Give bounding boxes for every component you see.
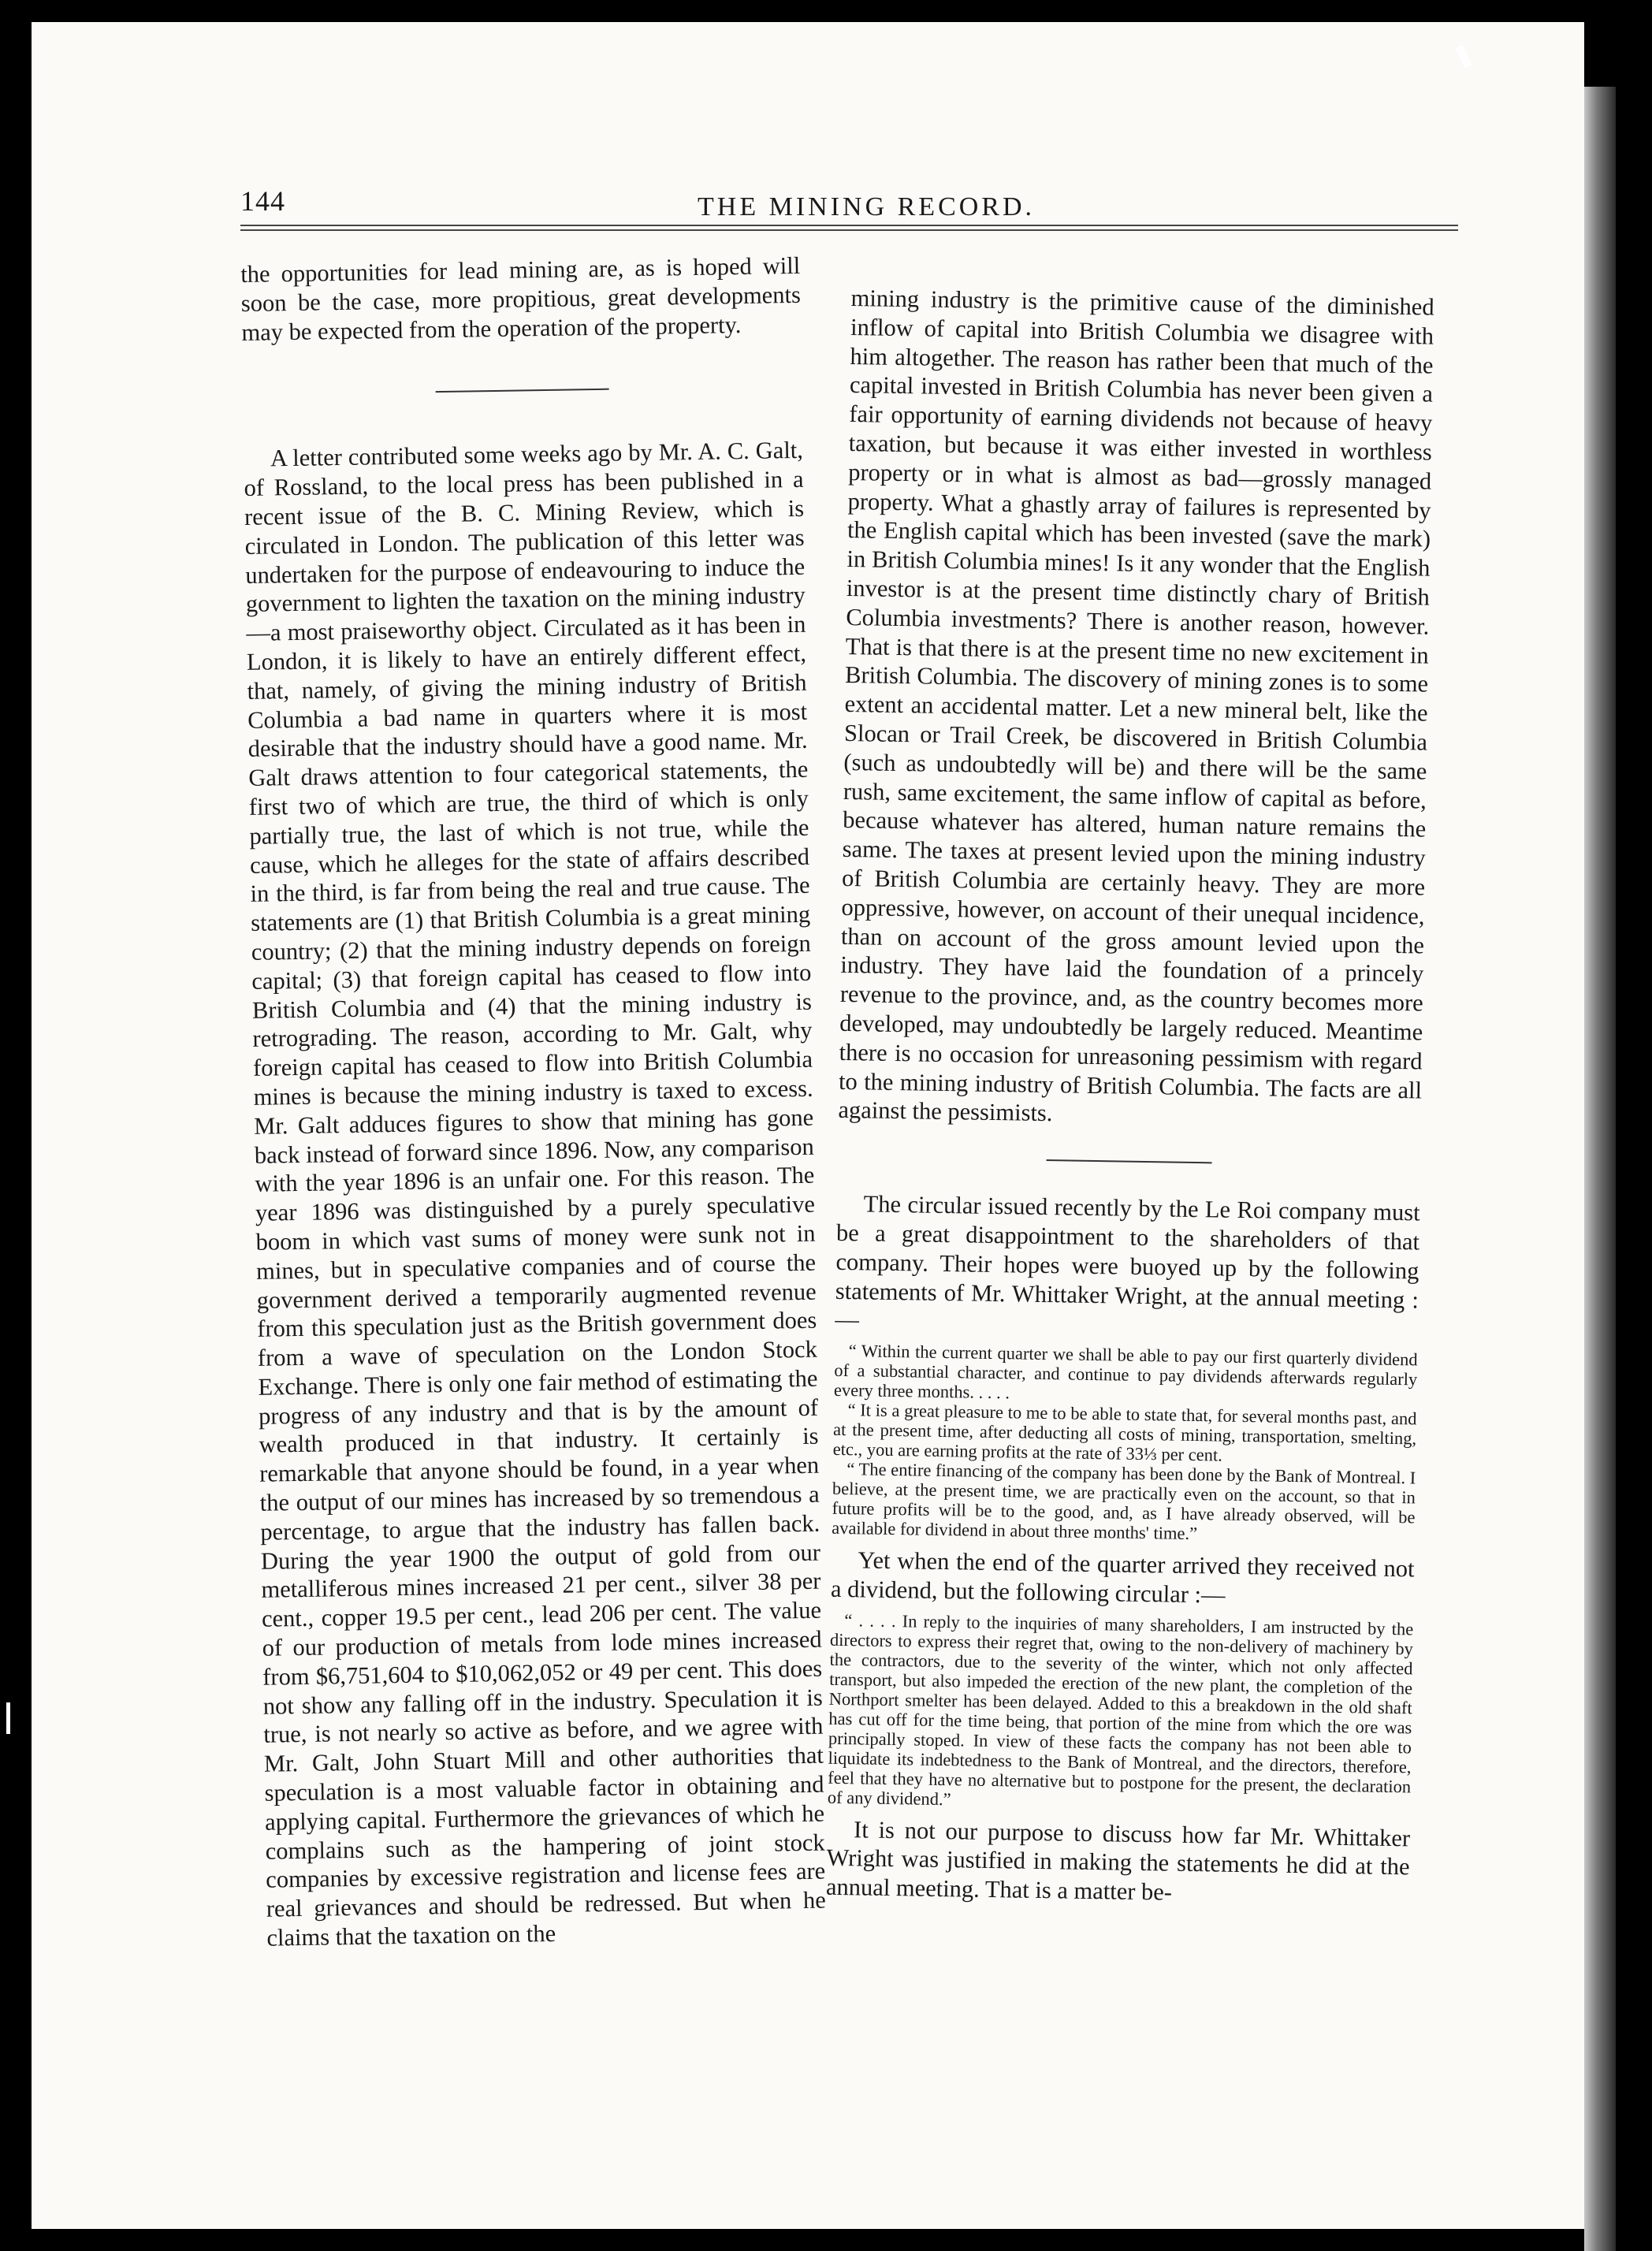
running-title: THE MINING RECORD.: [698, 192, 1036, 221]
right-column: [826, 284, 1434, 1911]
page-header: [240, 181, 1458, 229]
section-divider: [1047, 1159, 1212, 1163]
header-rule-top: [240, 225, 1458, 226]
header-rule-bottom: [240, 229, 1458, 231]
page-number: 144: [240, 185, 285, 217]
quote-paragraph: “ The entire financing of the company has been done by the Bank of Montreal. I believe, at the present time, we are practically even on the account, so that in future profits will be to the good, and, as I have already observed, will be available for dividend in about three months' time.”: [832, 1459, 1416, 1544]
paragraph: The circular issued recently by the Le Roi company must be a great disappointment to the shareholders of that company. Their hopes were buoyed up by the following statements of Mr. Whittaker Wright, at the annual meeting :—: [835, 1190, 1420, 1334]
paragraph: A letter contributed some weeks ago by Mr. A. C. Galt, of Rossland, to the local press has been published in a recent issue of the B. C. Mining Review, which is circulated in London. The publication of this letter was undertaken for the purpose of endeavouring to induce the government to lighten the taxation on the mining industry—a most praiseworthy object. Circulated as it has been in London, it is likely to have an entirely different effect, that, namely, of giving the mining industry of British Columbia a bad name in quarters where it is most desirable that the industry should have a good name. Mr. Galt draws attention to four categorical statements, the first two of which are true, the third of which is only partially true, the last of which is not true, while the cause, which he alleges for the state of affairs described in the third, is far from being the real and true cause. The statements are (1) that British Columbia is a great mining country; (2) that the mining industry depends on foreign capital; (3) that foreign capital has ceased to flow into British Columbia and (4) that the mining industry is retrograding. The reason, according to Mr. Galt, why foreign capital has ceased to flow into British Columbia mines is because the mining industry is taxed to excess. Mr. Galt adduces figures to show that mining has gone back instead of forward since 1896. Now, any comparison with the year 1896 is an unfair one. For this reason. The year 1896 was distinguished by a purely speculative boom in which vast sums of money were sunk not in mines, but in speculative companies and of course the government derived a temporarily augmented revenue from this speculation just as the British government does from a wave of speculation on the London Stock Exchange. There is only one fair method of estimating the progress of any industry and that is by the amount of wealth produced in that industry. It certainly is remarkable that anyone should be found, in a year when the output of our mines has increased by so tremendous a percentage, to argue that the industry has fallen back. During the year 1900 the output of gold from our metalliferous mines increased 21 per cent., silver 38 per cent., copper 19.5 per cent., lead 206 per cent. The value of our production of metals from lode mines increased from $6,751,604 to $10,062,052 or 49 per cent. This does not show any falling off in the industry. Speculation it is true, is not nearly so active as before, and we agree with Mr. Galt, John Stuart Mill and other authorities that speculation is a most valuable factor in obtaining and applying capital. Furthermore the grievances of which he complains such as the hampering of joint stock companies by excessive registration and license fees are real grievances and should be redressed. But when he claims that the taxation on the: [244, 437, 827, 1951]
left-column: [240, 251, 827, 1953]
paragraph: the opportunities for lead mining are, as is hoped will soon be the case, more propitious, great developments may be expected from the operation of the property.: [240, 251, 802, 346]
quote-paragraph: “ . . . . In reply to the inquiries of many shareholders, I am instructed by the directors to express their regret that, owing to the non-delivery of machinery by the contractors, due to the severity of the winter, which not only affected transport, but also impeded the erection of the new plant, the completion of the Northport smelter has been delayed. Added to this a breakdown in the old shaft has cut off for the time being, that portion of the mine from which the ore was principally stoped. In view of these facts the company has not been able to liquidate its indebtedness to the Bank of Montreal, and the directors, therefore, feel that they have no alternative but to postpone for the present, the declaration of any dividend.”: [827, 1609, 1414, 1809]
paragraph: Yet when the end of the quarter arrived they received not a dividend, but the following circular :—: [830, 1546, 1415, 1609]
quoted-statement: [832, 1341, 1418, 1547]
scan-mark: [6, 1702, 10, 1734]
quote-paragraph: “ It is a great pleasure to me to be able to state that, for several months past, and at the present time, after deducting all costs of mining, transportation, smelting, etc., you are earning profits at the rate of 33⅓ per cent.: [832, 1400, 1417, 1465]
paragraph: It is not our purpose to discuss how far Mr. Whittaker Wright was justified in making the statements he did at the annual meeting. That is a matter be-: [825, 1815, 1411, 1906]
adjacent-page-edge: [1584, 87, 1616, 2251]
quoted-circular: [828, 1609, 1414, 1816]
paragraph: mining industry is the primitive cause of the diminished inflow of capital into British Columbia we disagree with him altogether. The reason has rather been that much of the capital invested in British Columbia has never been given a fair opportunity of earning dividends not because of heavy taxation, but because it was either invested in worthless property or in what is almost as bad—grossly managed property. What a ghastly array of failures is represented by the English capital which has been invested (save the mark) in British Columbia mines! Is it any wonder that the English investor is at the present time distinctly chary of British Columbia investments? There is another reason, however. That is that there is at the present time no new excitement in British Columbia. The discovery of mining zones is to some extent an accidental matter. Let a new mineral belt, like the Slocan or Trail Creek, be discovered in British Columbia (such as undoubtedly will be) and there will be the same rush, same excitement, the same inflow of capital as before, because whatever has altered, human nature remains the same. The taxes at present levied upon the mining industry of British Columbia are certainly heavy. They are more oppressive, however, on account of their unequal incidence, than on account of the gross amount levied upon the industry. They have laid the foundation of a princely revenue to the province, and, as the country becomes more developed, may undoubtedly be largely reduced. Meantime there is no occasion for unreasoning pessimism with regard to the mining industry of British Columbia. The facts are all against the pessimists.: [838, 284, 1434, 1127]
section-divider: [436, 389, 609, 393]
quote-paragraph: “ Within the current quarter we shall be able to pay our first quarterly dividend of a substantial character, and continue to pay dividends afterwards regularly every three months. . . . .: [833, 1341, 1418, 1403]
